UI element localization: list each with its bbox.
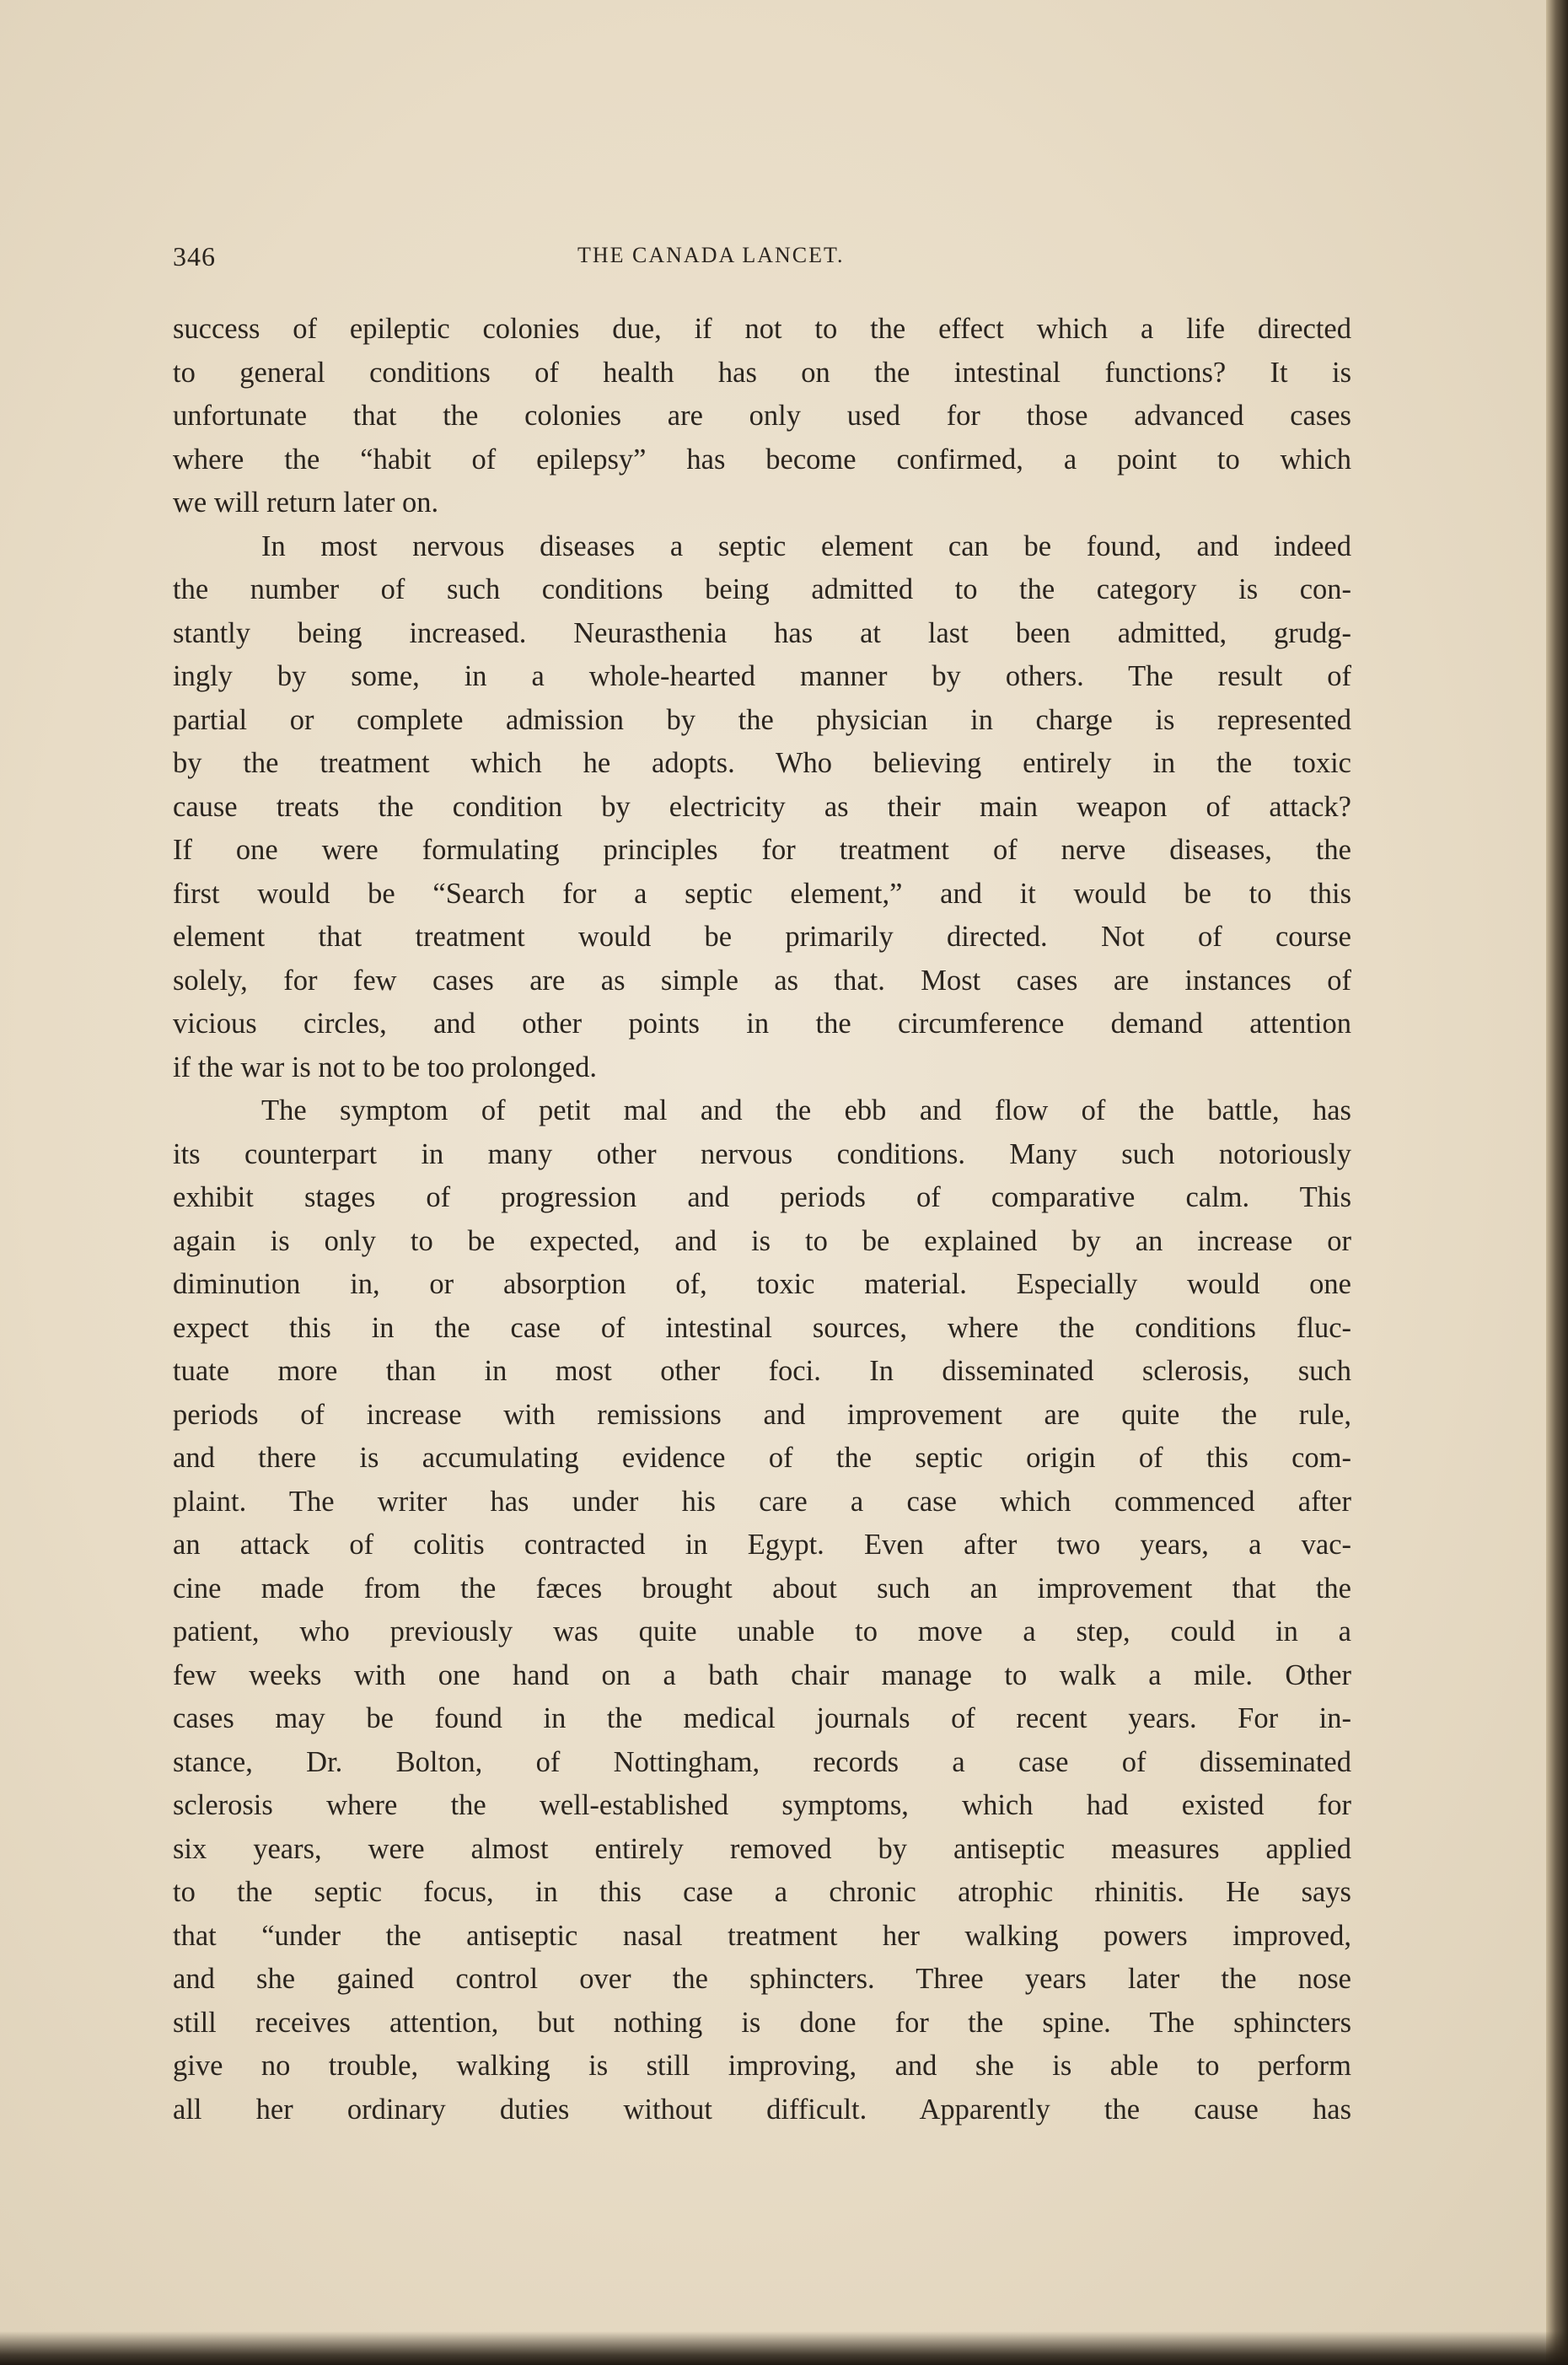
text-line: tuate more than in most other foci. In disseminated sclerosis, such (173, 1355, 1351, 1387)
text-line: give no trouble, walking is still improving, and she is able to perform (173, 2050, 1351, 2082)
text-line: In most nervous diseases a septic element can be found, and indeed (261, 529, 1351, 562)
text-line: unfortunate that the colonies are only used for those advanced cases (173, 400, 1351, 432)
text-line: plaint. The writer has under his care a case which commenced after (173, 1485, 1351, 1518)
text-line: solely, for few cases are as simple as that. Most cases are instances of (173, 964, 1351, 997)
text-line: the number of such conditions being admitted to the category is con- (173, 573, 1351, 605)
text-line: to general conditions of health has on the intestinal functions? It is (173, 356, 1351, 389)
text-line: an attack of colitis contracted in Egypt. Even after two years, a vac- (173, 1529, 1351, 1561)
text-line: first would be “Search for a septic element,” and it would be to this (173, 877, 1351, 910)
text-line: stantly being increased. Neurasthenia has at last been admitted, grudg- (173, 616, 1351, 649)
text-line: If one were formulating principles for treatment of nerve diseases, the (173, 834, 1351, 866)
text-line: if the war is not to be too prolonged. (173, 1051, 598, 1083)
text-line: to the septic focus, in this case a chronic atrophic rhinitis. He says (173, 1876, 1351, 1908)
text-line: and there is accumulating evidence of the septic origin of this com- (173, 1442, 1351, 1474)
text-line: six years, were almost entirely removed by antiseptic measures applied (173, 1832, 1351, 1865)
text-line: ingly by some, in a whole-hearted manner by others. The result of (173, 660, 1351, 692)
text-line: expect this in the case of intestinal sources, where the conditions fluc- (173, 1311, 1351, 1344)
text-line: and she gained control over the sphincters. Three years later the nose (173, 1963, 1351, 1995)
text-line: The symptom of petit mal and the ebb and flow of the battle, has (261, 1094, 1351, 1126)
text-line: its counterpart in many other nervous conditions. Many such notoriously (173, 1137, 1351, 1170)
text-line: partial or complete admission by the physician in charge is represented (173, 703, 1351, 736)
text-line: patient, who previously was quite unable to move a step, could in a (173, 1615, 1351, 1647)
page-bottom-shadow (0, 2331, 1568, 2365)
text-line: that “under the antiseptic nasal treatment her walking powers improved, (173, 1919, 1351, 1952)
text-line: exhibit stages of progression and periods of comparative calm. This (173, 1181, 1351, 1213)
text-line: stance, Dr. Bolton, of Nottingham, records a case of disseminated (173, 1745, 1351, 1778)
page-header (173, 241, 1353, 275)
text-line: cases may be found in the medical journals of recent years. For in- (173, 1702, 1351, 1734)
body-text (173, 308, 1351, 2131)
page-number: 346 (173, 241, 216, 271)
text-line: by the treatment which he adopts. Who believing entirely in the toxic (173, 747, 1351, 779)
text-line: sclerosis where the well-established symptoms, which had existed for (173, 1789, 1351, 1821)
text-line: again is only to be expected, and is to be explained by an increase or (173, 1224, 1351, 1257)
text-line: still receives attention, but nothing is done for the spine. The sphincters (173, 2006, 1351, 2039)
page-edge-shadow (1546, 0, 1568, 2365)
running-head: THE CANADA LANCET. (577, 243, 845, 267)
text-line: success of epileptic colonies due, if not to the effect which a life directed (173, 313, 1351, 345)
text-line: vicious circles, and other points in the circumference demand attention (173, 1008, 1351, 1040)
text-line: where the “habit of epilepsy” has become confirmed, a point to which (173, 443, 1351, 476)
text-line: we will return later on. (173, 486, 439, 519)
text-line: element that treatment would be primarily directed. Not of course (173, 921, 1351, 953)
text-line: diminution in, or absorption of, toxic material. Especially would one (173, 1268, 1351, 1300)
text-line: cine made from the fæces brought about such an improvement that the (173, 1572, 1351, 1604)
text-line: periods of increase with remissions and improvement are quite the rule, (173, 1398, 1351, 1431)
text-line: all her ordinary duties without difficult. Apparently the cause has (173, 2093, 1351, 2126)
text-line: few weeks with one hand on a bath chair manage to walk a mile. Other (173, 1658, 1351, 1691)
text-line: cause treats the condition by electricity as their main weapon of attack? (173, 790, 1351, 823)
